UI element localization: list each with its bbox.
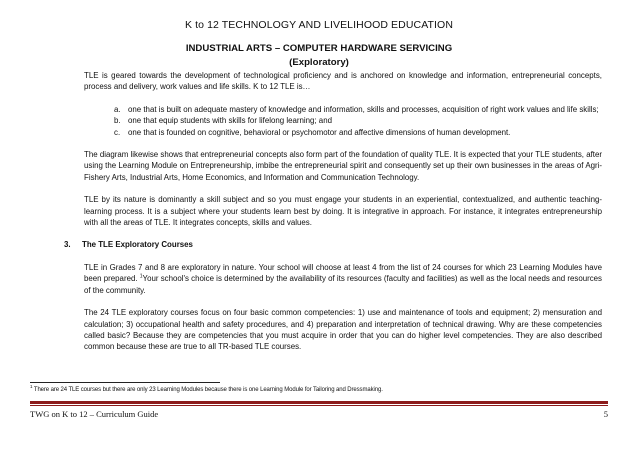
paragraph-exploratory bbox=[84, 262, 602, 296]
page-number: 5 bbox=[603, 409, 608, 419]
document-subtitle: (Exploratory) bbox=[289, 57, 349, 68]
intro-paragraph: TLE is geared towards the development of technological proficiency and is anchored on knowledge and information, entrepreneurial concepts, process and delivery, work values and life skills. K to 12 TLE is… bbox=[84, 71, 602, 92]
list-marker: a. bbox=[114, 104, 121, 114]
paragraph-exploratory-text-2: Your school's choice is determined by the availability of its resources (faculty and facilities) as well as the local needs and resources of the community. bbox=[84, 274, 603, 295]
document-body bbox=[64, 70, 603, 364]
section-heading bbox=[64, 239, 602, 250]
footer-rule-thick bbox=[30, 401, 608, 404]
list-item bbox=[114, 115, 602, 126]
paragraph-competencies: The 24 TLE exploratory courses focus on four basic common competencies: 1) use and maintenance of tools and equipment; 2) mensuration and calculation; 3) occupational health and safety procedures, and 4) preparation and interpretation of technical drawing. Why are these competencies called basic? Because they are competencies that you must acquire in order that you can do higher level competencies. They are also described common because these are true to all TR-based TLE courses. bbox=[84, 308, 602, 352]
list-marker: c. bbox=[114, 127, 121, 137]
footer-title: TWG on K to 12 – Curriculum Guide bbox=[30, 409, 159, 419]
paragraph-entrepreneurship: The diagram likewise shows that entrepreneurial concepts also form part of the foundation of quality TLE. It is expected that your TLE students, after using the Learning Module on Entrepreneurship, imbibe the entrepreneurial spirit and consequently set up their own businesses in the areas of Agri-Fishery Arts, Industrial Arts, Home Economics, and Information and Communication Technology. bbox=[84, 150, 602, 182]
list-item-text: one that equip students with skills for lifelong learning; and bbox=[128, 116, 332, 126]
footnote-reference[interactable]: 1 bbox=[139, 273, 143, 280]
section-number: 3. bbox=[64, 240, 71, 250]
program-header: K to 12 TECHNOLOGY AND LIVELIHOOD EDUCATION bbox=[184, 19, 454, 31]
document-title: INDUSTRIAL ARTS – COMPUTER HARDWARE SERVICING bbox=[185, 43, 453, 54]
lettered-list bbox=[84, 104, 602, 138]
list-marker: b. bbox=[114, 116, 121, 126]
footnote-divider bbox=[30, 382, 220, 383]
list-item-text: one that is built on adequate mastery of knowledge and information, skills and processes, acquisition of right work values and life skills; bbox=[128, 104, 599, 114]
footnote bbox=[30, 384, 610, 393]
paragraph-exploratory-text-1: TLE in Grades 7 and 8 are exploratory in nature. Your school will choose at least 4 from the list of 24 courses for which 23 Learning Modules have been prepared. bbox=[84, 262, 602, 284]
list-item-text: one that is founded on cognitive, behavioral or psychomotor and affective dimensions of human development. bbox=[128, 127, 511, 137]
footer-rule-thin bbox=[30, 405, 608, 406]
footnote-number: 1 bbox=[30, 384, 33, 389]
section-title: The TLE Exploratory Courses bbox=[82, 240, 193, 250]
list-item bbox=[114, 104, 602, 115]
paragraph-skill-subject: TLE by its nature is dominantly a skill subject and so you must engage your students in an experiential, contextualized, and authentic teaching-learning process. It is a subject where your students learn best by doing. It is integrative in approach. For instance, it integrates entrepreneurship with all the areas of TLE. It integrates concepts, skills and values. bbox=[84, 195, 602, 228]
footnote-text: There are 24 TLE courses but there are only 23 Learning Modules because there is one Learning Module for Tailoring and Dressmaking. bbox=[33, 387, 383, 393]
list-item bbox=[114, 127, 602, 138]
